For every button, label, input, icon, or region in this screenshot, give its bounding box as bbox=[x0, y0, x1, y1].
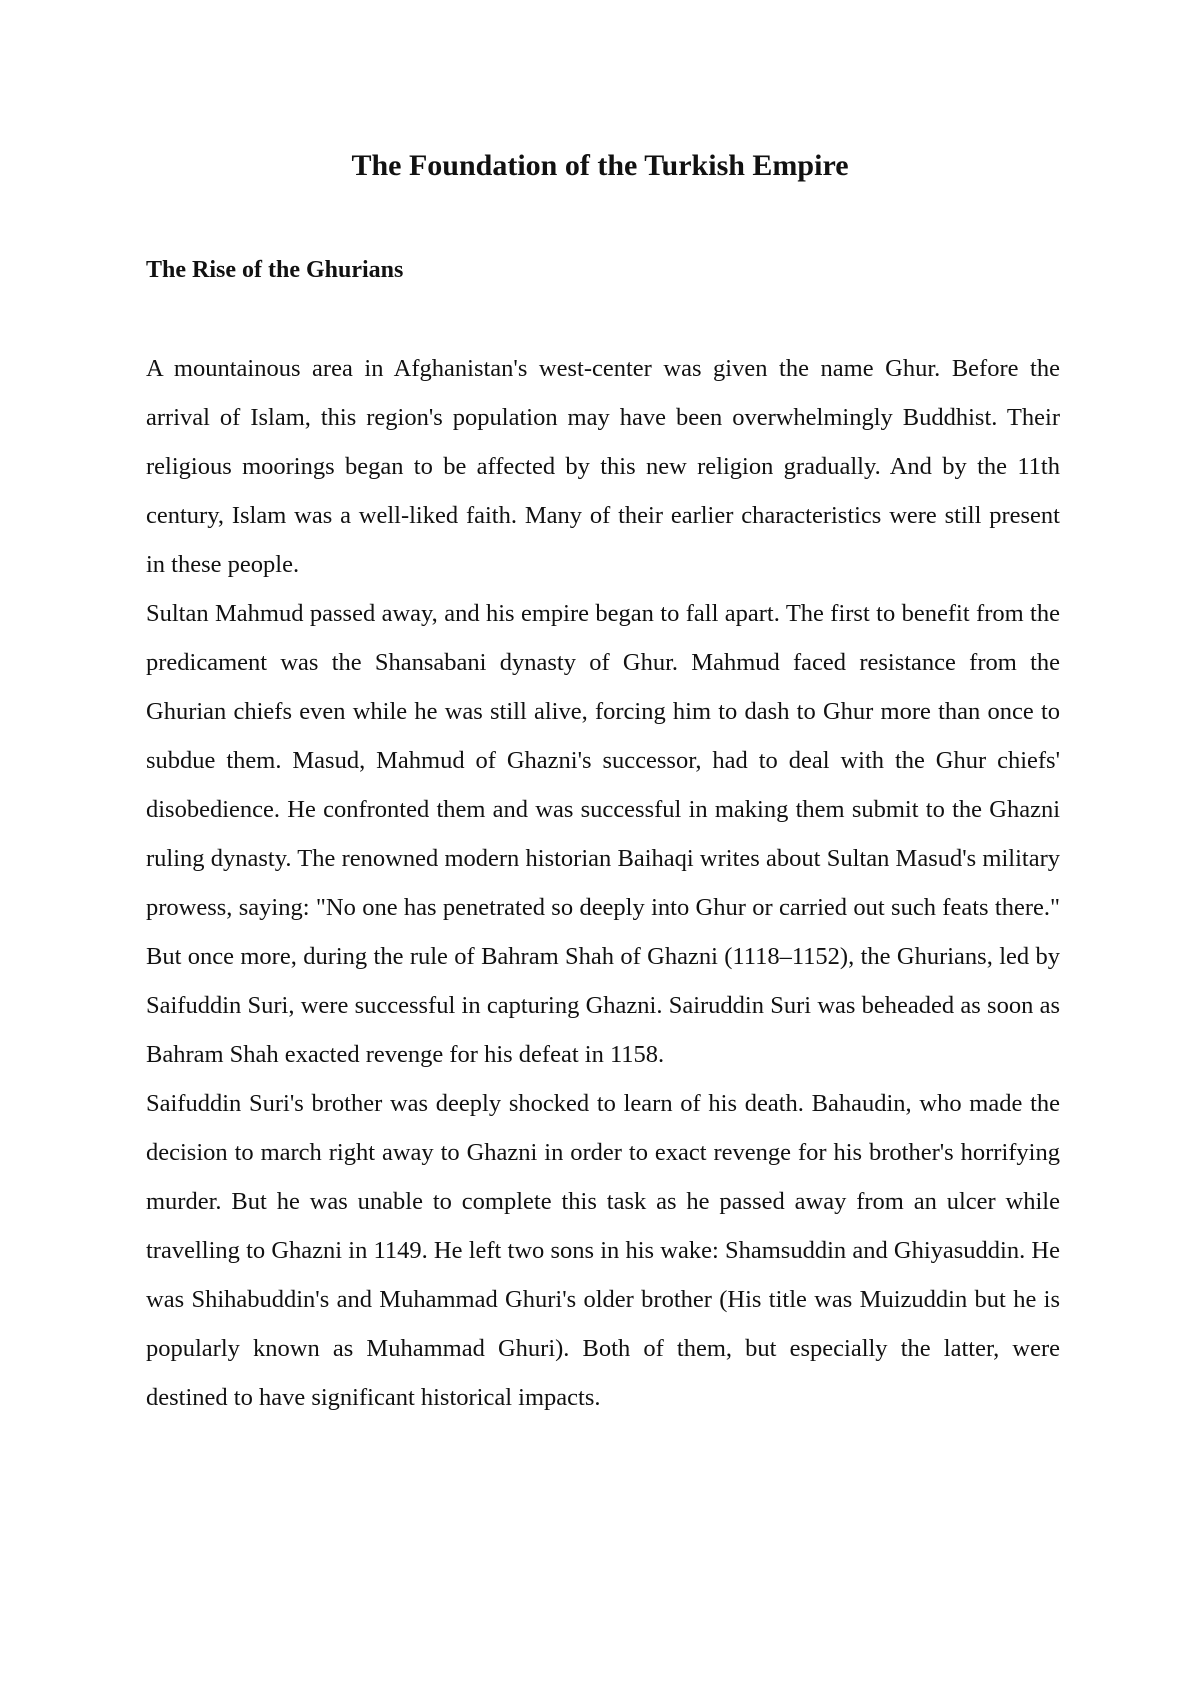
paragraph: A mountainous area in Afghanistan's west-center was given the name Ghur. Before the arrival of Islam, this region's population may have been overwhelmingly Buddhist. Their religious moorings began to be affected by this new religion gradually. And by the 11th century, Islam was a well-liked faith. Many of their earlier characteristics were still present in these people. bbox=[146, 355, 1060, 578]
body-text bbox=[146, 344, 1060, 1422]
paragraph: Sultan Mahmud passed away, and his empire began to fall apart. The first to benefit from the predicament was the Shansabani dynasty of Ghur. Mahmud faced resistance from the Ghurian chiefs even while he was still alive, forcing him to dash to Ghur more than once to subdue them. Masud, Mahmud of Ghazni's successor, had to deal with the Ghur chiefs' disobedience. He confronted them and was successful in making them submit to the Ghazni ruling dynasty. The renowned modern historian Baihaqi writes about Sultan Masud's military prowess, saying: "No one has penetrated so deeply into Ghur or carried out such feats there." But once more, during the rule of Bahram Shah of Ghazni (1118–1152), the Ghurians, led by Saifuddin Suri, were successful in capturing Ghazni. Sairuddin Suri was beheaded as soon as Bahram Shah exacted revenge for his defeat in 1158. bbox=[146, 600, 1060, 1068]
paragraph: Saifuddin Suri's brother was deeply shocked to learn of his death. Bahaudin, who made the decision to march right away to Ghazni in order to exact revenge for his brother's horrifying murder. But he was unable to complete this task as he passed away from an ulcer while travelling to Ghazni in 1149. He left two sons in his wake: Shamsuddin and Ghiyasuddin. He was Shihabuddin's and Muhammad Ghuri's older brother (His title was Muizuddin but he is popularly known as Muhammad Ghuri). Both of them, but especially the latter, were destined to have significant historical impacts. bbox=[146, 1090, 1060, 1411]
document-title: The Foundation of the Turkish Empire bbox=[351, 149, 849, 182]
section-heading: The Rise of the Ghurians bbox=[146, 257, 404, 283]
